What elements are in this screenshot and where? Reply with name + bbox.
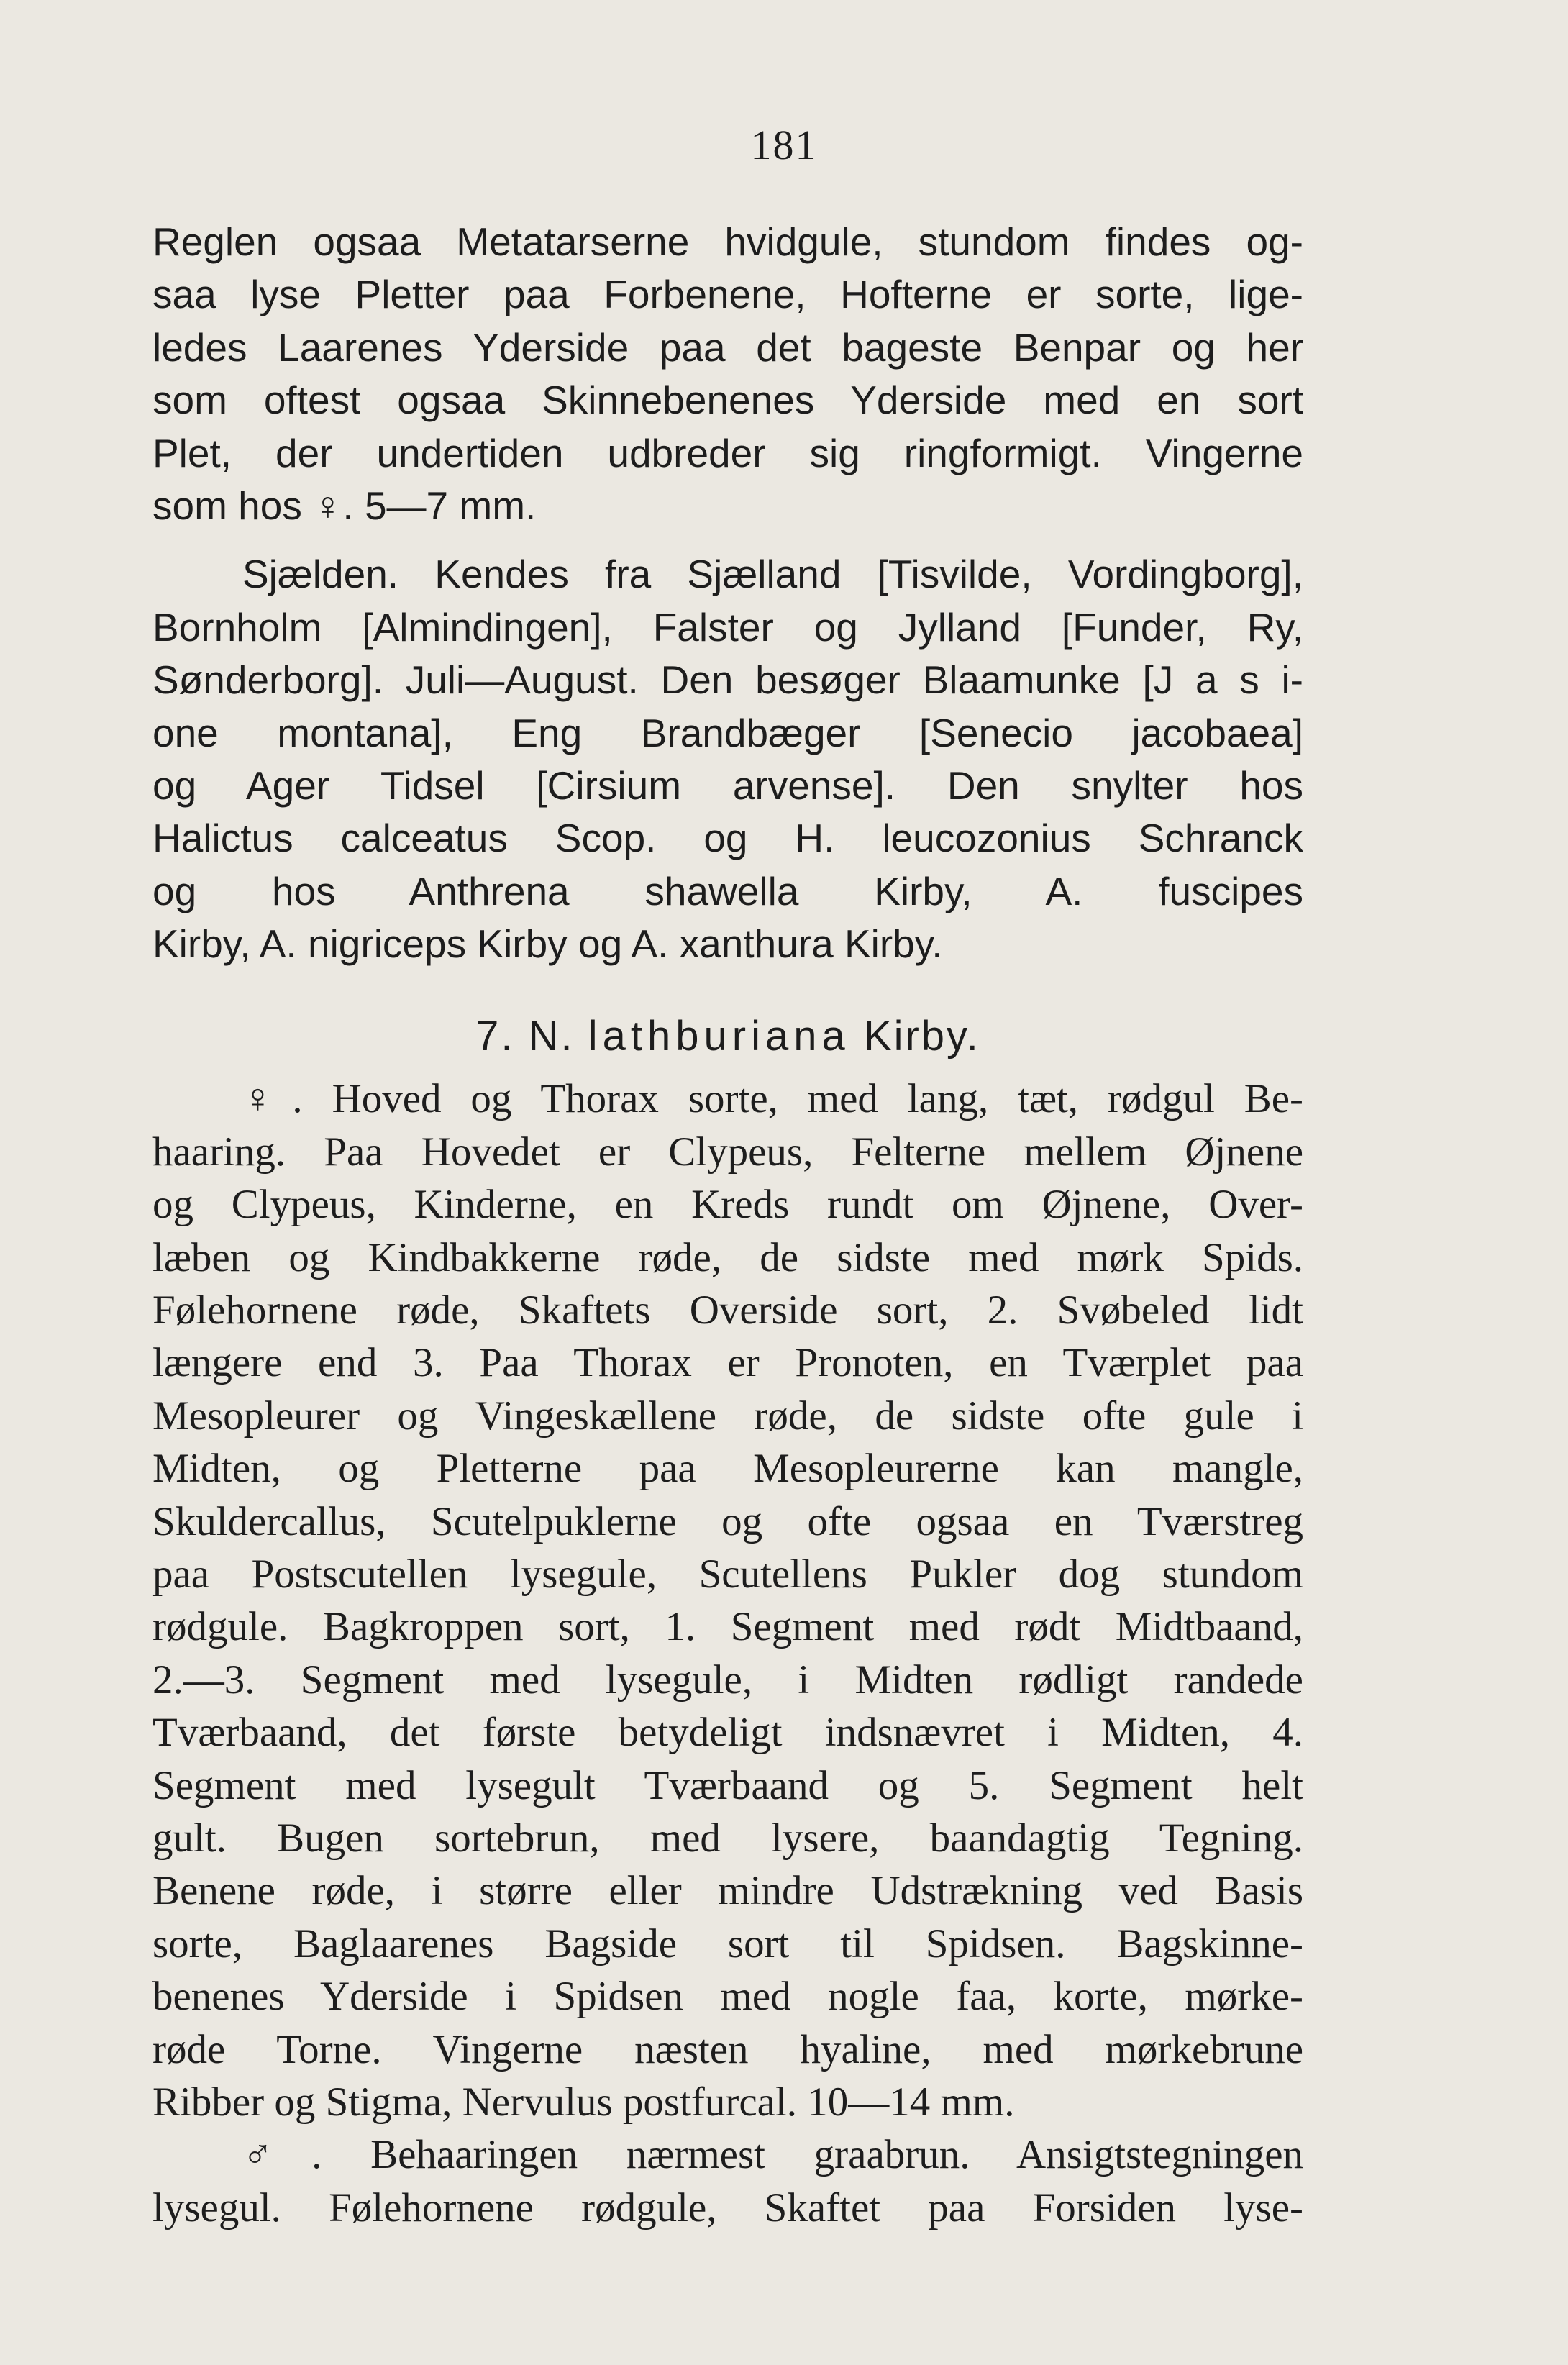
page-number: 181: [750, 122, 818, 168]
species-heading: [152, 1001, 1303, 1072]
text-line: haaring. Paa Hovedet er Clypeus, Felterne mellem Øjnene: [152, 1129, 1303, 1175]
text-line: Bornholm [Almindingen], Falster og Jylland [Funder, Ry,: [152, 604, 1303, 650]
text-line: sorte, Baglaarenes Bagside sort til Spidsen. Bagskinne-: [152, 1920, 1303, 1967]
heading-author: Kirby.: [863, 1013, 980, 1060]
text-line: ledes Laarenes Yderside paa det bageste Benpar og her: [152, 324, 1303, 370]
text-line: røde Torne. Vingerne næsten hyaline, med mørkebrune: [152, 2026, 1303, 2072]
text-line: Halictus calceatus Scop. og H. leucozonius Schranck: [152, 816, 1303, 861]
text-line: one montana], Eng Brandbæger [Senecio jacobaea]: [152, 710, 1303, 755]
text-line: Midten, og Pletterne paa Mesopleurerne kan mangle,: [152, 1446, 1303, 1492]
text-line: lysegul. Følehornene rødgule, Skaftet paa Forsiden lyse-: [152, 2184, 1303, 2230]
text-line: saa lyse Pletter paa Forbenene, Hofterne er sorte, lige-: [152, 272, 1303, 317]
body-text: [152, 216, 1303, 2234]
text-line: som oftest ogsaa Skinnebenenes Yderside med en sort: [152, 378, 1303, 423]
text-line: og hos Anthrena shawella Kirby, A. fuscipes: [152, 868, 1303, 913]
text-line: ♀. Hoved og Thorax sorte, med lang, tæt, rødgul Be-: [242, 1076, 1303, 1122]
text-line: paa Postscutellen lysegule, Scutellens Pukler dog stundom: [152, 1551, 1303, 1597]
text-line: Segment med lysegult Tværbaand og 5. Segment helt: [152, 1762, 1303, 1808]
heading-species: lathburiana: [588, 1013, 850, 1060]
text-line: Kirby, A. nigriceps Kirby og A. xanthura Kirby.: [152, 921, 943, 967]
paragraph-1: [152, 216, 1303, 532]
text-line: gult. Bugen sortebrun, med lysere, baandagtig Tegning.: [152, 1815, 1303, 1861]
text-line: 2.—3. Segment med lysegule, i Midten rødligt randede: [152, 1657, 1303, 1703]
text-line: ♂. Behaaringen nærmest graabrun. Ansigtstegningen: [242, 2132, 1303, 2178]
text-line: Skuldercallus, Scutelpuklerne og ofte ogsaa en Tværstreg: [152, 1498, 1303, 1544]
text-line: Benene røde, i større eller mindre Udstrækning ved Basis: [152, 1868, 1303, 1914]
text-line: Mesopleurer og Vingeskællene røde, de sidste ofte gule i: [152, 1393, 1303, 1439]
text-line: og Ager Tidsel [Cirsium arvense]. Den snylter hos: [152, 762, 1303, 808]
heading-number: 7. N.: [475, 1013, 575, 1060]
text-line: Reglen ogsaa Metatarserne hvidgule, stundom findes og-: [152, 219, 1303, 264]
text-line: rødgule. Bagkroppen sort, 1. Segment med rødt Midtbaand,: [152, 1604, 1303, 1650]
text-line: Sjælden. Kendes fra Sjælland [Tisvilde, Vordingborg],: [242, 552, 1303, 597]
text-line: Følehornene røde, Skaftets Overside sort, 2. Svøbeled lidt: [152, 1288, 1303, 1334]
text-line: som hos ♀. 5—7 mm.: [152, 483, 537, 528]
text-line: benenes Yderside i Spidsen med nogle faa, korte, mørke-: [152, 1974, 1303, 2020]
text-line: Sønderborg]. Juli—August. Den besøger Blaamunke [J a s i-: [152, 657, 1303, 703]
text-line: læben og Kindbakkerne røde, de sidste med mørk Spids.: [152, 1234, 1303, 1280]
text-line: og Clypeus, Kinderne, en Kreds rundt om Øjnene, Over-: [152, 1182, 1303, 1228]
text-line: Tværbaand, det første betydeligt indsnævret i Midten, 4.: [152, 1710, 1303, 1756]
paragraph-4: [152, 2128, 1303, 2234]
text-line: Ribber og Stigma, Nervulus postfurcal. 10—14 mm.: [152, 2079, 1015, 2125]
paragraph-2: [152, 548, 1303, 970]
paragraph-3: [152, 1072, 1303, 2128]
text-line: Plet, der undertiden udbreder sig ringformigt. Vingerne: [152, 430, 1303, 475]
text-line: længere end 3. Paa Thorax er Pronoten, en Tværplet paa: [152, 1340, 1303, 1386]
